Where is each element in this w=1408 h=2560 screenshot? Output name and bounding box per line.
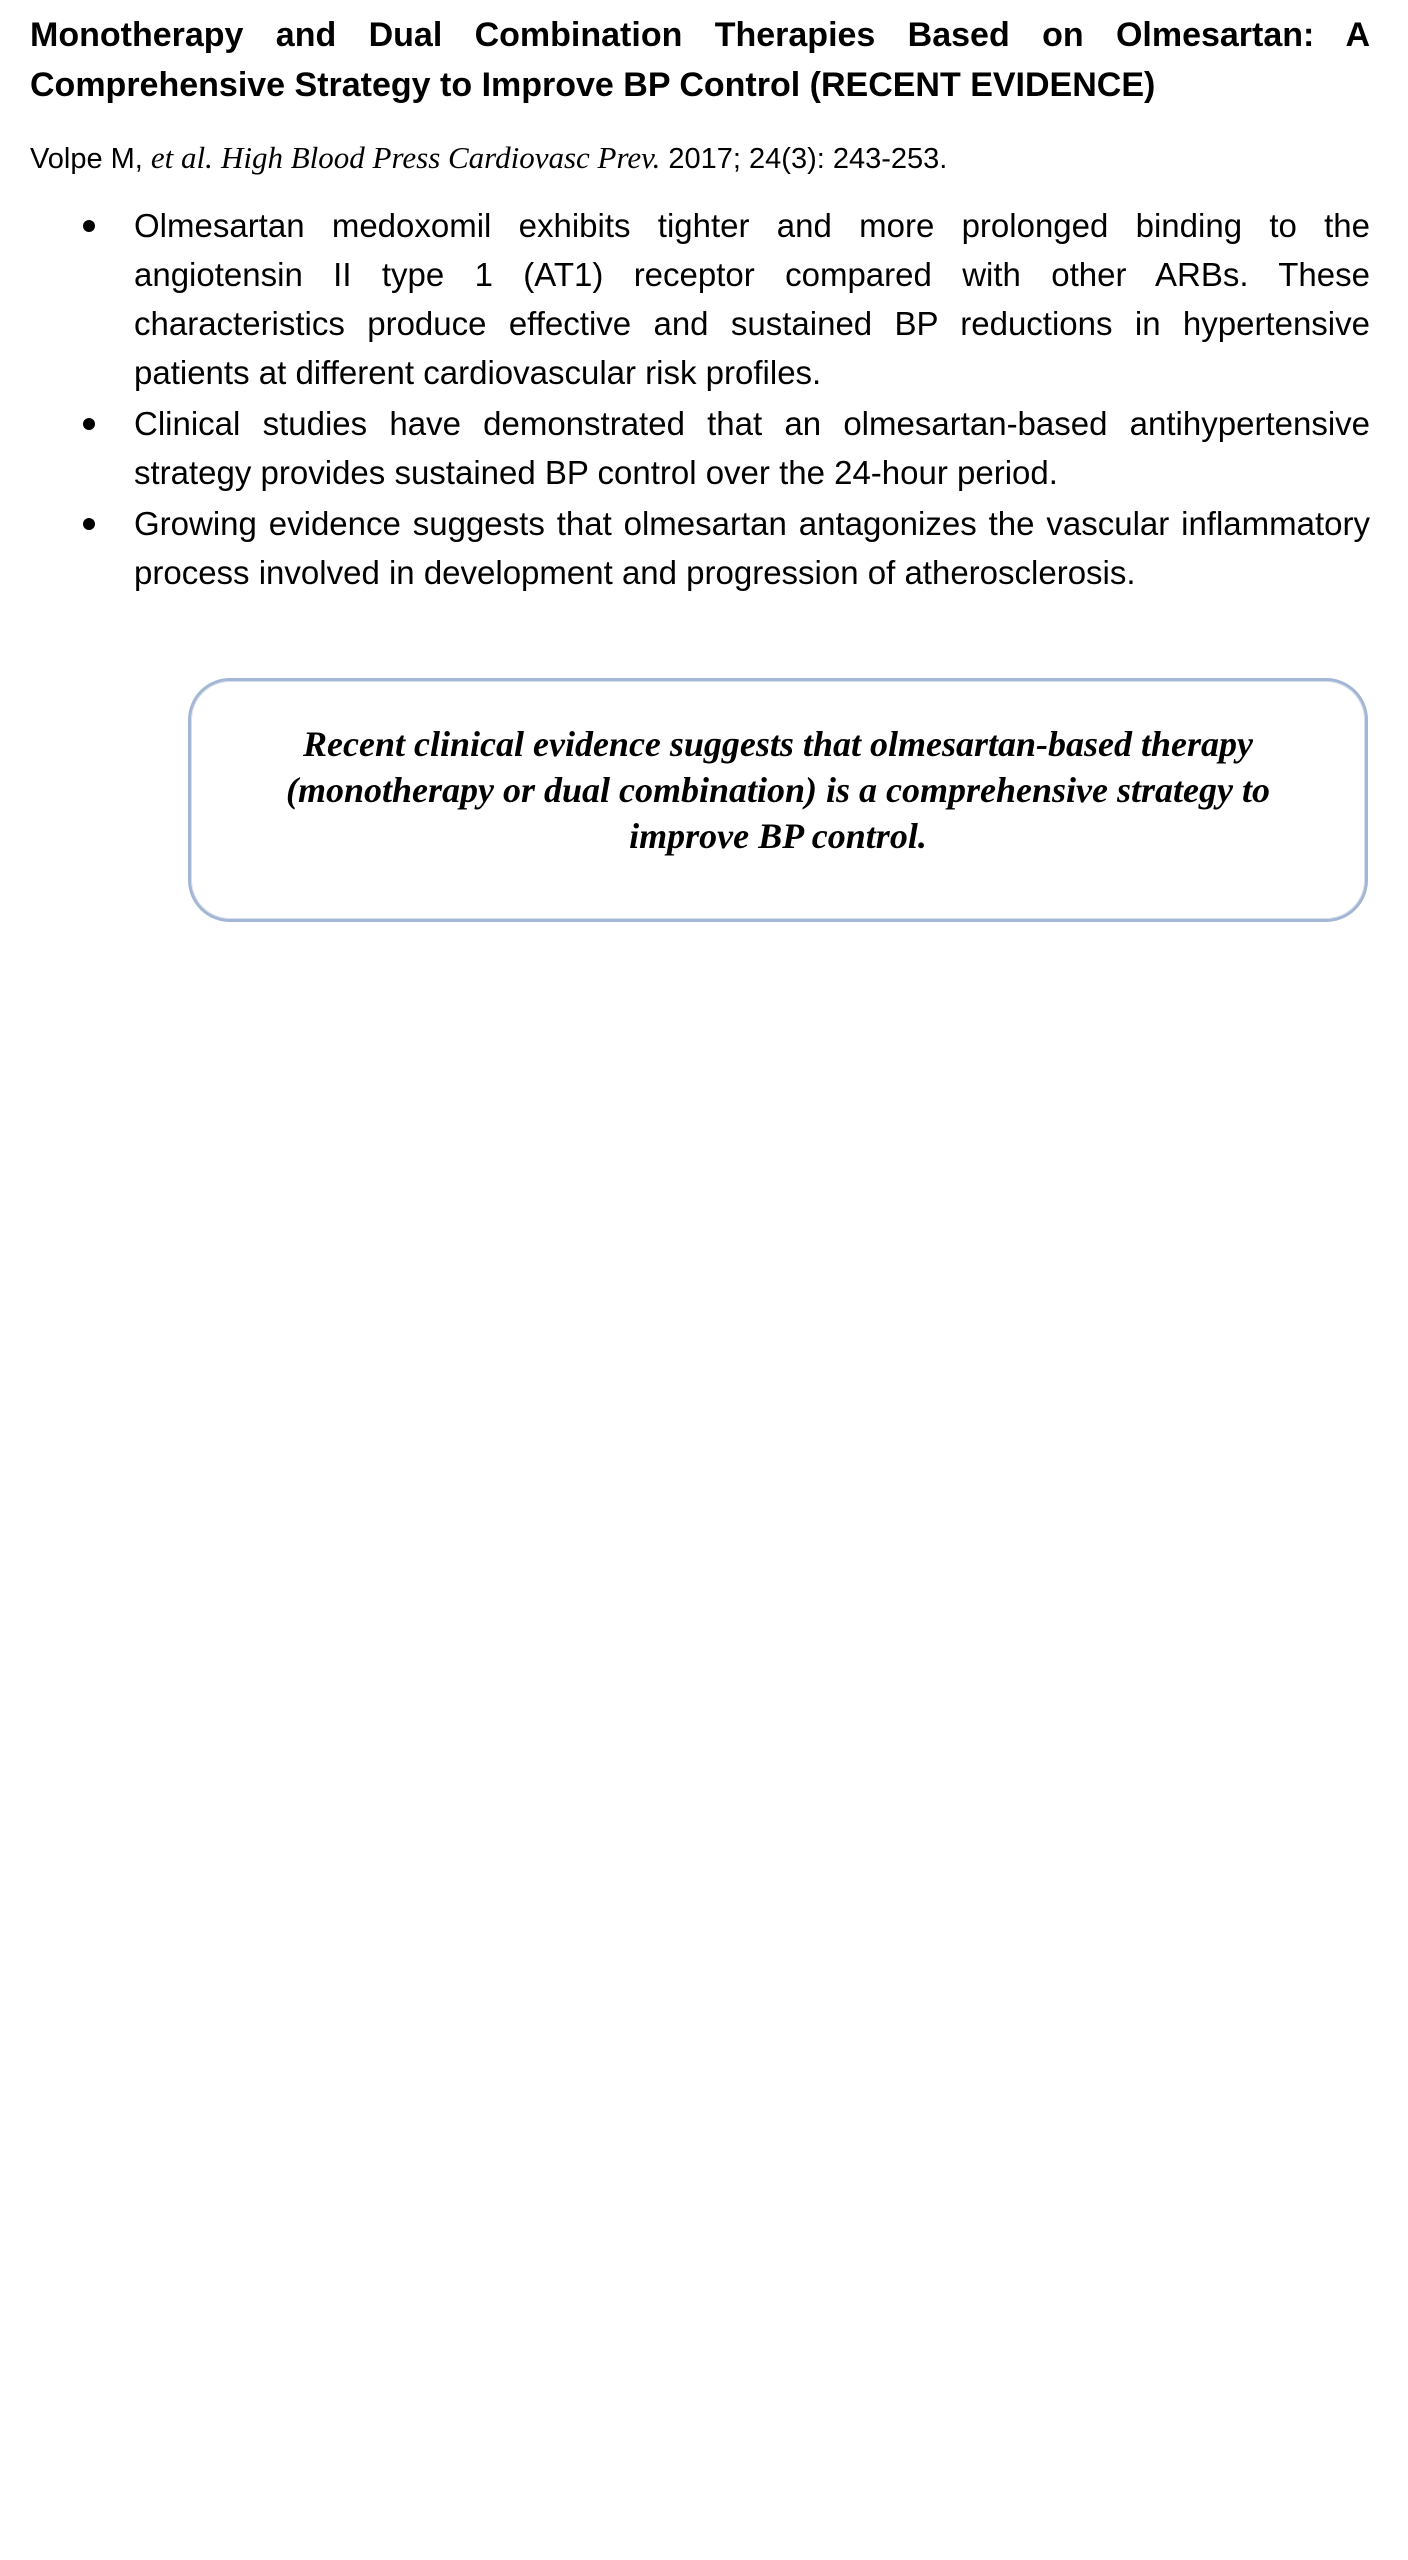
title-line-1: Monotherapy and Dual Combination Therapies Based on Olmesartan: A: [30, 16, 1370, 54]
key-point-2: [30, 399, 1370, 497]
key-points-list: [30, 201, 1370, 597]
citation: [30, 138, 1370, 179]
citation-journal: High Blood Press Cardiovasc Prev.: [220, 140, 661, 175]
title-line-2: Comprehensive Strategy to Improve BP Control (RECENT EVIDENCE): [30, 66, 1156, 104]
key-point-text: Clinical studies have demonstrated that an olmesartan-based antihypertensive strategy provides sustained BP control over the 24-hour period.: [134, 405, 1370, 491]
key-point-text: Growing evidence suggests that olmesartan antagonizes the vascular inflammatory process involved in development and progression of atherosclerosis.: [134, 505, 1370, 591]
bullet-icon: [83, 418, 95, 430]
bullet-icon: [83, 518, 95, 530]
key-point-text: Olmesartan medoxomil exhibits tighter and more prolonged binding to the angiotensin II type 1 (AT1) receptor compared with other ARBs. These characteristics produce effective and sustained BP reductions in hypertensive patients at different cardiovascular risk profiles.: [134, 207, 1370, 391]
key-point-3: [30, 499, 1370, 597]
key-point-1: [30, 201, 1370, 397]
document-title: [30, 0, 1370, 110]
bullet-icon: [83, 220, 95, 232]
conclusion-text: Recent clinical evidence suggests that olmesartan-based therapy (monotherapy or dual combination) is a comprehensive strategy to improve BP control.: [285, 724, 1270, 856]
citation-details: 2017; 24(3): 243-253.: [668, 143, 948, 175]
citation-authors: Volpe M,: [30, 143, 143, 175]
document-page: [30, 0, 1370, 599]
citation-et-al: et al.: [150, 140, 213, 175]
conclusion-callout-box: [188, 678, 1368, 922]
